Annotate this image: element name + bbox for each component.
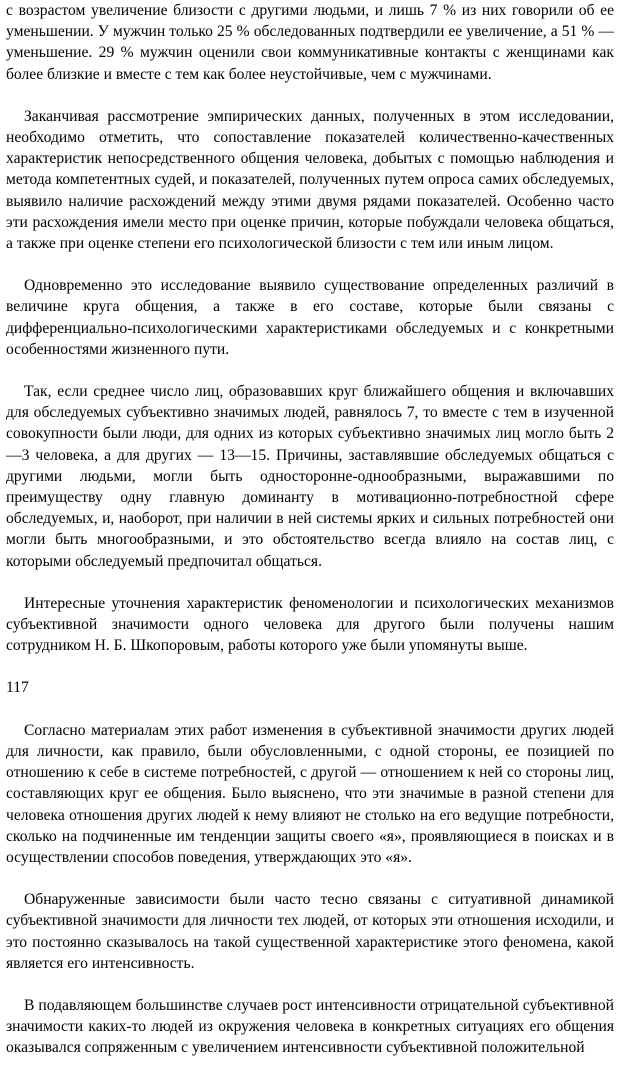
paragraph-4: Так, если среднее число лиц, образовавших круг ближайшего общения и включавших для обследуемых субъективно значимых людей, равнялось 7, то вместе с тем в изученной совокупности были люди, для одних из которых субъективно значимых лиц могло быть 2—3 человека, а для других — 13—15. Причины, заставлявшие обследуемых общаться с другими людьми, могли быть односторонне-однообразными, выражавшими по преимуществу одну главную доминанту в мотивационно-потребностной сфере обследуемых, и, наоборот, при наличии в ней системы ярких и сильных потребностей они могли быть многообразными, и это обстоятельство всегда влияло на состав лиц, с которыми обследуемый предпочитал общаться. [6,383,614,570]
page-number: 117 [6,679,29,697]
document-page [6,0,614,1080]
paragraph-3: Одновременно это исследование выявило существование определенных различий в величине круга общения, а также в его составе, которые были связаны с дифференциально-психологическими характеристиками обследуемых и с конкретными особенностями жизненного пути. [6,277,614,358]
paragraph-7: Обнаруженные зависимости были часто тесно связаны с ситуативной динамикой субъективной значимости для личности тех людей, от которых эти отношения исходили, и это постоянно сказывалось на такой существенной характеристике этого феномена, какой является его интенсивность. [6,891,614,972]
paragraph-2: Заканчивая рассмотрение эмпирических данных, полученных в этом исследовании, необходимо отметить, что сопоставление показателей количественно-качественных характеристик непосредственного общения человека, добытых с помощью наблюдения и метода компетентных судей, и показателей, полученных путем опроса самих обследуемых, выявило наличие расхождений между этими двумя рядами показателей. Особенно часто эти расхождения имели место при оценке причин, которые побуждали человека общаться, а также при оценке степени его психологической близости с тем или иным лицом. [6,107,614,253]
paragraph-6: Согласно материалам этих работ изменения в субъективной значимости других людей для личности, как правило, были обусловленными, с одной стороны, ее позицией по отношению к себе в системе потребностей, с другой — отношением к ней со стороны лиц, составляющих круг ее общения. Было выяснено, что эти значимые в разной степени для человека отношения других людей к нему влияют не столько на его ведущие потребности, сколько на подчиненные им тенденции защиты своего «я», проявляющиеся в поисках и в осуществлении способов поведения, утверждающих это «я». [6,721,614,866]
paragraph-5: Интересные уточнения характеристик феноменологии и психологических механизмов субъективной значимости одного человека для другого были получены нашим сотрудником Н. Б. Шкопоровым, работы которого уже были упомянуты выше. [6,594,614,655]
paragraph-1: с возрастом увеличение близости с другими людьми, и лишь 7 % из них говорили об ее уменьшении. У мужчин только 25 % обследованных подтвердили ее увеличение, а 51 % — уменьшение. 29 % мужчин оценили свои коммуникативные контакты с женщинами как более близкие и вместе с тем как более неустойчивые, чем с мужчинами. [6,2,614,83]
paragraph-8: В подавляющем большинстве случаев рост интенсивности отрицательной субъективной значимости каких-то людей из окружения человека в конкретных ситуациях его общения оказывался сопряженным с увеличением интенсивности субъективной положительной [6,996,614,1057]
